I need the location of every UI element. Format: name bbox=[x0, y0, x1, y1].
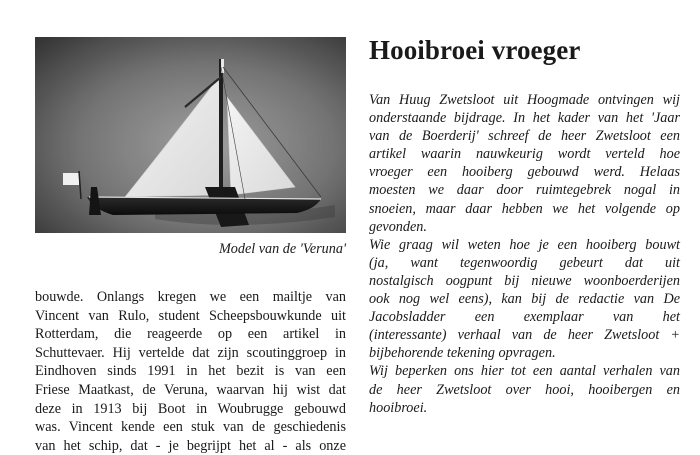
intro-line: nostalgisch oogpunt bij nieuwe woonboerderijen bbox=[369, 272, 680, 289]
text-line: van het schip, dat - je begrijpt het al - als onze bbox=[35, 437, 346, 454]
text-line: Schuttevaer. Hij vertelde dat zijn scoutinggroep in bbox=[35, 344, 346, 361]
text-line: Vincent van Rulo, student Scheepsbouwkunde uit bbox=[35, 307, 346, 324]
intro-line: (ja, want tegenwoordig gebeurt dat uit bbox=[369, 254, 680, 271]
article-intro bbox=[369, 91, 680, 417]
ship-model-photo bbox=[35, 37, 346, 233]
sailboat-model-photo-icon bbox=[35, 37, 346, 233]
intro-line: artikel waarin nauwkeurig wordt verteld hoe bbox=[369, 146, 680, 163]
intro-line: moesten we daar door ruimtegebrek nogal in bbox=[369, 182, 680, 199]
text-line: bouwde. Onlangs kregen we een mailtje van bbox=[35, 289, 346, 305]
intro-line: Wie graag wil weten hoe je een hooiberg bouwt bbox=[369, 236, 680, 253]
intro-line: bijbehorende tekening opvragen. bbox=[369, 345, 556, 362]
intro-line: de heer Zwetsloot over hooi, hooibergen en bbox=[369, 381, 680, 398]
text-line: Friese Maatkast, de Veruna, waarvan hij wist dat bbox=[35, 381, 346, 398]
photo-caption: Model van de 'Veruna' bbox=[218, 241, 346, 257]
intro-line: van de Boerderij' schreef de heer Zwetsloot een bbox=[369, 128, 680, 145]
intro-line: vroeger een hooiberg gebouwd werd. Helaas bbox=[369, 164, 680, 181]
text-line: was. Vincent kende een stuk van de geschiedenis bbox=[35, 419, 346, 436]
intro-line: snoeien, maar daar hebben we het volgende op bbox=[369, 200, 680, 217]
intro-line: gevonden. bbox=[369, 218, 427, 235]
intro-line: (interessante) verhaal van de heer Zwetsloot + bbox=[369, 327, 680, 344]
intro-line: hooibroei. bbox=[369, 399, 428, 416]
intro-line: onderstaande bijdrage. In het kader van het 'Jaar bbox=[369, 110, 680, 127]
article-title: Hooibroei vroeger bbox=[369, 35, 581, 65]
text-line: Eindhoven sinds 1991 in het bezit is van een bbox=[35, 363, 346, 380]
intro-line: ook nog wel eens), kan bij de redactie van De bbox=[369, 291, 680, 308]
intro-line: Van Huug Zwetsloot uit Hoogmade ontvingen wij bbox=[369, 92, 680, 108]
text-line: Rotterdam, die reageerde op een artikel in bbox=[35, 326, 346, 343]
text-line: deze in 1913 bij Boot in Woubrugge gebouwd bbox=[35, 400, 346, 417]
intro-line: Jacobsladder een exemplaar van het bbox=[369, 309, 680, 326]
body-text-left-column bbox=[35, 288, 346, 455]
intro-line: Wij beperken ons hier tot een aantal verhalen van bbox=[369, 363, 680, 380]
